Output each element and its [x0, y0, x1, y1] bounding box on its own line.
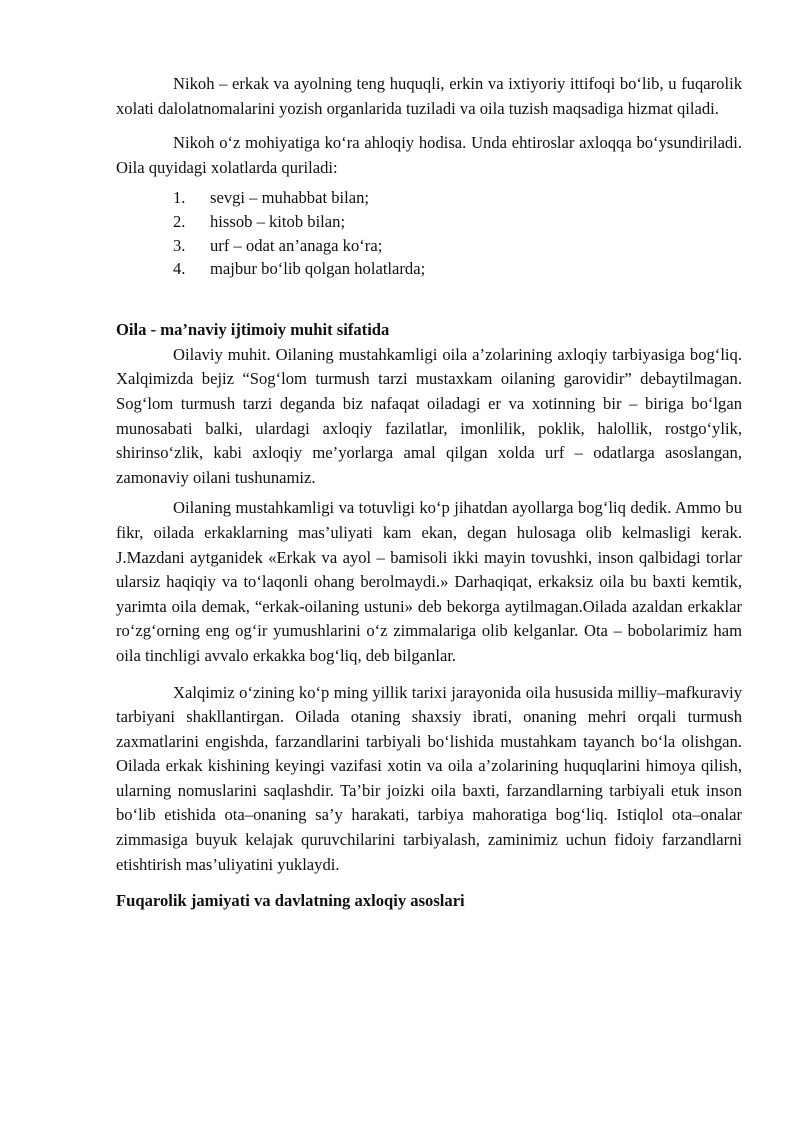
section-heading-fuqarolik: Fuqarolik jamiyati va davlatning axloqiy asoslari [116, 891, 465, 911]
list-text: sevgi – muhabbat bilan; [210, 188, 369, 208]
paragraph-oilaviy-muhit: Oilaviy muhit. Oilaning mustahkamligi oila a’zolarining axloqiy tarbiyasiga bog‘liq. Xalqimizda bejiz “Sog‘lom turmush tarzi mustaxkam oilaning garovidir” debaytilmagan. Sog‘lom turmush tarzi deganda biz nafaqat oiladagi er va xotinning bir – biriga bo‘lgan munosabati balki, ulardagi axloqiy fazilatlar, imonlilik, poklik, halollik, rostgo‘ylik, shirinso‘zlik, kabi axloqiy me’yorlarga amal qilgan xolda urf – odatlarga asoslangan, zamonaviy oilani tushunamiz. [116, 344, 742, 487]
list-number: 1. [173, 188, 186, 208]
section-heading-oila: Oila - ma’naviy ijtimoiy muhit sifatida [116, 320, 390, 340]
list-number: 2. [173, 212, 186, 232]
list-text: urf – odat an’anaga ko‘ra; [210, 235, 383, 255]
list-text: hissob – kitob bilan; [210, 212, 346, 232]
paragraph-nikoh-definition: Nikoh – erkak va ayolning teng huquqli, erkin va ixtiyoriy ittifoqi bo‘lib, u fuqarolik xolati dalolatnomalarini yozish organlarida tuziladi va oila tuzish maqsadiga hizmat qiladi. [116, 74, 742, 118]
paragraph-nikoh-nature: Nikoh o‘z mohiyatiga ko‘ra ahloqiy hodisa. Unda ehtiroslar axloqqa bo‘ysundiriladi. Oila quyidagi xolatlarda quriladi: [116, 133, 742, 177]
list-item [116, 186, 742, 210]
document-page [116, 72, 742, 914]
list-number: 3. [173, 235, 186, 255]
paragraph-oila-mustahkamligi: Oilaning mustahkamligi va totuvligi ko‘p jihatdan ayollarga bog‘liq dedik. Ammo bu fikr, oilada erkaklarning mas’uliyati kam ekan, degan hulosaga olib kelmasligi kerak. J.Mazdani aytganidek «Erkak va ayol – bamisoli ikki mayin tovushki, inson qalbidagi torlar ularsiz haqiqiy va to‘laqonli ohang berolmaydi.» Darhaqiqat, erkaksiz oila bu baxti kemtik, yarimta oila demak, “erkak-oilaning ustuni» deb bekorga aytilmagan.Oilada azaldan erkaklar ro‘zg‘orning eng og‘ir yumushlarini o‘z zimmalariga olib kelganlar. Ota – bobolarimiz ham oila tinchligi avvalo erkakka bog‘liq, deb bilganlar. [116, 498, 742, 665]
list-item [116, 210, 742, 234]
list-text: majbur bo‘lib qolgan holatlarda; [210, 259, 426, 279]
paragraph-xalqimiz: Xalqimiz o‘zining ko‘p ming yillik tarixi jarayonida oila hususida milliy–mafkuraviy tarbiyani shakllantirgan. Oilada otaning shaxsiy ibrati, onaning mehri orqali turmush zaxmatlarini engishda, farzandlarini tarbiyali bo‘lishida mustahkam tayanch bo‘la olishgan. Oilada erkak kishining keyingi vazifasi xotin va oila a’zolarining huquqlarini himoya qilish, ularning nomuslarini saqlashdir. Ta’bir joizki oila baxti, farzandlarning tarbiyali etuk inson bo‘lib etishida ota–onaning sa’y harakati, tarbiya mahoratiga bog‘liq. Istiqlol ota–onalar zimmasiga buyuk kelajak quruvchilarini tarbiyalash, zaminimiz uchun fidoiy farzandlarni etishtirish mas’uliyatini yuklaydi. [116, 682, 742, 874]
list-item [116, 234, 742, 258]
list-number: 4. [173, 259, 186, 279]
numbered-list [116, 186, 742, 281]
list-item [116, 257, 742, 281]
